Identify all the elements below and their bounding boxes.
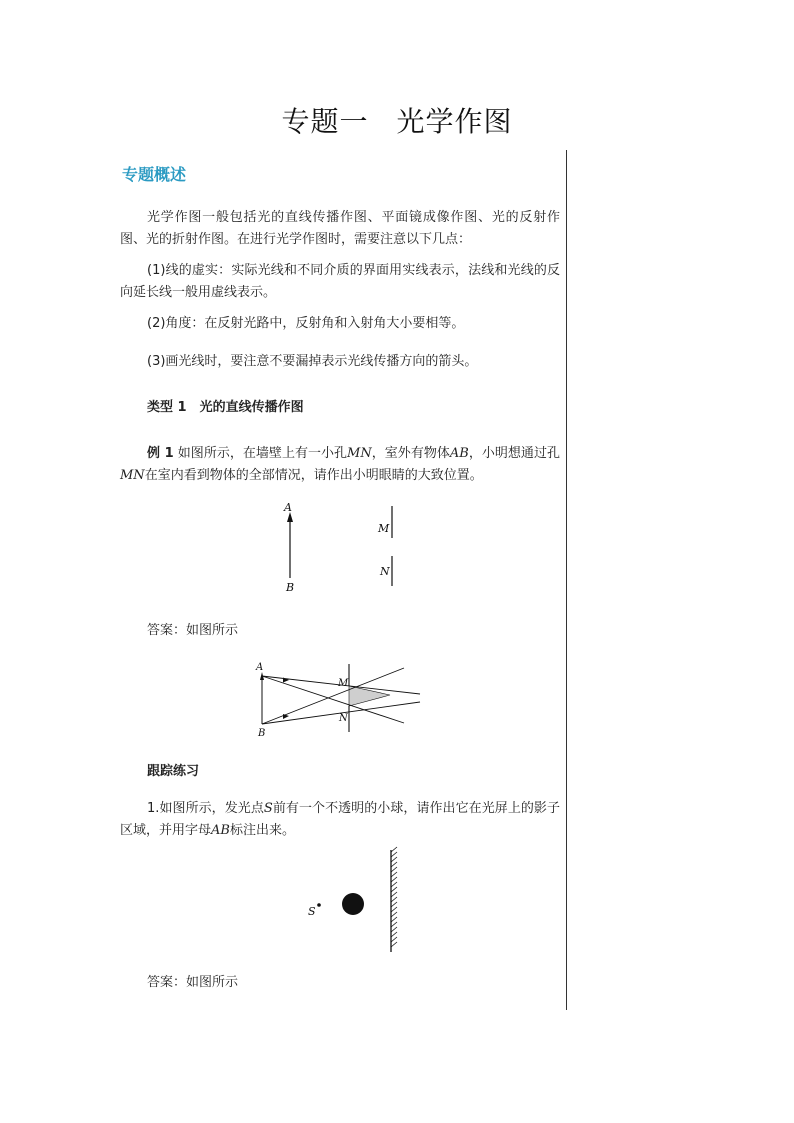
- screen-hatch-mark: [391, 912, 397, 917]
- example-1-text: [120, 443, 560, 487]
- visible-region: [349, 686, 390, 706]
- figure-object-and-hole: [270, 498, 410, 598]
- screen-hatch-mark: [391, 942, 397, 947]
- screen-hatch-mark: [391, 847, 397, 852]
- screen-hatch-mark: [391, 852, 397, 857]
- overview-point-2: (2)角度：在反射光路中，反射角和入射角大小要相等。: [147, 316, 465, 331]
- label-n: N: [339, 713, 348, 724]
- screen-hatch-mark: [391, 917, 397, 922]
- overview-point-1: (1)线的虚实：实际光线和不同介质的界面用实线表示，法线和光线的反向延长线一般用虚线表示。: [120, 263, 560, 300]
- screen-hatch-mark: [391, 907, 397, 912]
- label-n: N: [380, 565, 390, 578]
- practice-answer: 答案：如图所示: [147, 975, 239, 990]
- example-ab: AB: [449, 446, 469, 461]
- screen-hatch-mark: [391, 857, 397, 862]
- screen-hatch-mark: [391, 867, 397, 872]
- title-part-2: 光学作图: [396, 105, 513, 138]
- example-text-part: ，室外有物体: [371, 446, 450, 461]
- overview-intro: 光学作图一般包括光的直线传播作图、平面镜成像作图、光的反射作图、光的折射作图。在进行光学作图时，需要注意以下几点：: [120, 210, 560, 247]
- practice-heading: 跟踪练习: [147, 764, 200, 779]
- overview-point-3: (3)画光线时，要注意不要漏掉表示光线传播方向的箭头。: [147, 354, 478, 369]
- page-title: [0, 100, 794, 140]
- type1-heading: 类型 1 光的直线传播作图: [147, 400, 304, 415]
- question-ab: AB: [211, 823, 230, 838]
- column-divider: [566, 150, 567, 1010]
- question-text-part: 1.如图所示，发光点: [147, 801, 264, 816]
- example-text-part: 在室内看到物体的全部情况，请作出小明眼睛的大致位置。: [144, 468, 483, 483]
- example-label: 例 1: [147, 446, 174, 461]
- screen-hatch-mark: [391, 882, 397, 887]
- title-part-1: 专题一: [281, 105, 369, 138]
- figure-source-ball-screen: [300, 848, 410, 956]
- question-text-part: 标注出来。: [229, 823, 295, 838]
- screen-hatch-mark: [391, 927, 397, 932]
- screen-hatch-mark: [391, 872, 397, 877]
- screen-hatch-mark: [391, 922, 397, 927]
- question-text-part: 前有一个不透明的小球，请作出它在光屏上的影子区域，并用字母: [120, 801, 560, 838]
- label-b: B: [286, 581, 295, 594]
- practice-question-1: [120, 798, 560, 842]
- overview-heading: 专题概述: [122, 165, 187, 184]
- question-s: S: [263, 801, 273, 816]
- screen-hatch-mark: [391, 937, 397, 942]
- label-m: M: [378, 522, 390, 535]
- example-mn: MN: [347, 446, 372, 461]
- label-a: A: [256, 662, 264, 673]
- opaque-ball: [342, 893, 364, 915]
- label-m: M: [338, 678, 349, 689]
- example-text-part: ，小明想通过孔: [468, 446, 560, 461]
- figure-answer-rays: [254, 660, 424, 742]
- example-1-answer: 答案：如图所示: [147, 623, 239, 638]
- screen-hatch-mark: [391, 902, 397, 907]
- label-s: S: [308, 905, 316, 918]
- screen-hatch-mark: [391, 932, 397, 937]
- label-a: A: [284, 501, 292, 514]
- screen-hatch-mark: [391, 887, 397, 892]
- example-mn: MN: [120, 468, 145, 483]
- screen-hatch-mark: [391, 892, 397, 897]
- screen-hatch-mark: [391, 897, 397, 902]
- screen-hatch-mark: [391, 877, 397, 882]
- example-text-part: 如图所示，在墙壁上有一小孔: [177, 446, 348, 461]
- label-b: B: [258, 728, 266, 739]
- screen-hatch-mark: [391, 862, 397, 867]
